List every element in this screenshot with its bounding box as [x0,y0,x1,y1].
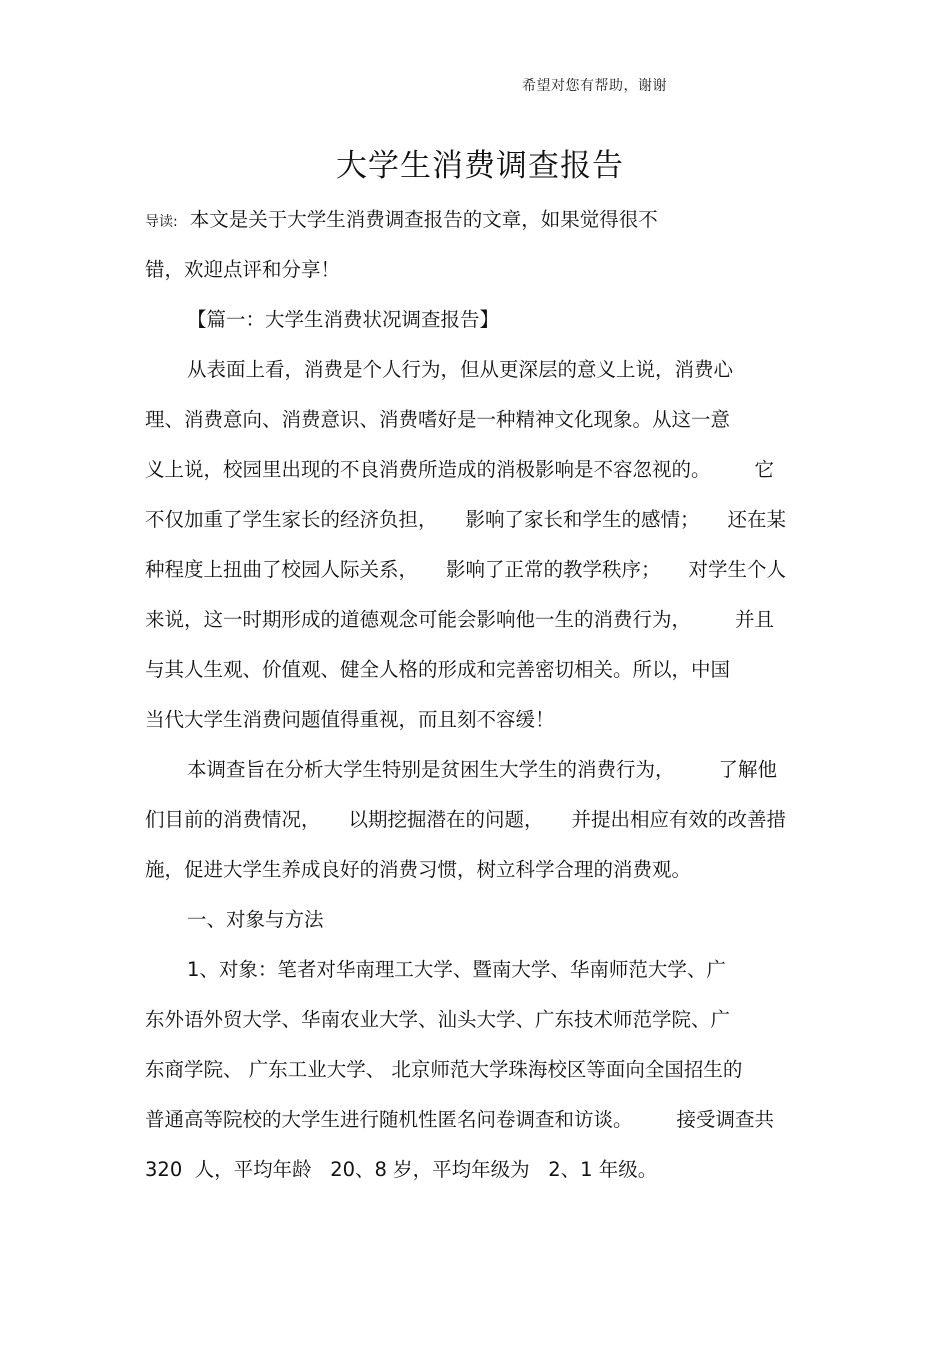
para1-line-5a: 种程度上扭曲了校园人际关系， [145,558,419,581]
lead-line-1 [145,195,810,245]
para3-line-2: 东外语外贸大学、华南农业大学、汕头大学、广东技术师范学院、广 [145,1008,731,1031]
para2-line-2c: 并提出相应有效的改善措 [571,808,787,831]
lead-text: 本文是关于大学生消费调查报告的文章，如果觉得很不 [189,208,658,231]
para1-line-6 [145,595,810,645]
para1-line-3b: 它 [754,458,775,481]
para2-line-2 [145,795,810,845]
lead-label: 导读: [145,214,178,230]
para1-line-7: 与其人生观、价值观、健全人格的形成和完善密切相关。所以，中国 [145,658,731,681]
lead-line-2: 错，欢迎点评和分享！ [145,258,341,281]
para2-line-1b: 了解他 [718,758,778,781]
para1-line-6b: 并且 [735,608,775,631]
document-title: 大学生消费调查报告 [336,148,624,184]
para3-line-3: 东商学院、 广东工业大学、 北京师范大学珠海校区等面向全国招生的 [145,1058,743,1081]
para2-line-1 [145,745,810,795]
para1-line-4b: 影响了家长和学生的感情； [465,508,700,531]
para1-line-4c: 还在某 [727,508,787,531]
para1-line-5 [145,545,810,595]
para1-line-3a: 义上说，校园里出现的不良消费所造成的消极影响是不容忽视的。 [145,458,711,481]
para1-line-8: 当代大学生消费问题值得重视，而且刻不容缓！ [145,708,555,731]
para1-line-4a: 不仅加重了学生家长的经济负担， [145,508,438,531]
para3-line-4a: 普通高等院校的大学生进行随机性匿名问卷调查和访谈。 [145,1108,633,1131]
para3-line-5: 320 人，平均年龄 20、8 岁，平均年级为 2、1 年级。 [145,1158,658,1181]
section-heading: 【篇一：大学生消费状况调查报告】 [187,308,500,331]
para1-line-1: 从表面上看，消费是个人行为，但从更深层的意义上说，消费心 [187,358,734,381]
para3-line-1: 1、对象：笔者对华南理工大学、暨南大学、华南师范大学、广 [187,958,726,981]
para2-line-3: 施，促进大学生养成良好的消费习惯，树立科学合理的消费观。 [145,858,692,881]
para1-line-2: 理、消费意向、消费意识、消费嗜好是一种精神文化现象。从这一意 [145,408,731,431]
para1-line-3 [145,445,810,495]
para1-line-6a: 来说，这一时期形成的道德观念可能会影响他一生的消费行为， [145,608,692,631]
para2-line-2a: 们目前的消费情况， [145,808,321,831]
para2-line-1a: 本调查旨在分析大学生特别是贫困生大学生的消费行为， [187,758,675,781]
para1-line-4 [145,495,810,545]
para3-line-4 [145,1095,810,1145]
para1-line-5c: 对学生个人 [688,558,787,581]
para2-line-2b: 以期挖掘潜在的问题， [348,808,544,831]
header-note: 希望对您有帮助，谢谢 [522,78,667,94]
para1-line-5b: 影响了正常的教学秩序； [446,558,661,581]
document-body [145,195,810,1195]
para3-line-4b: 接受调查共 [676,1108,775,1131]
section-1-heading: 一、对象与方法 [187,908,324,931]
